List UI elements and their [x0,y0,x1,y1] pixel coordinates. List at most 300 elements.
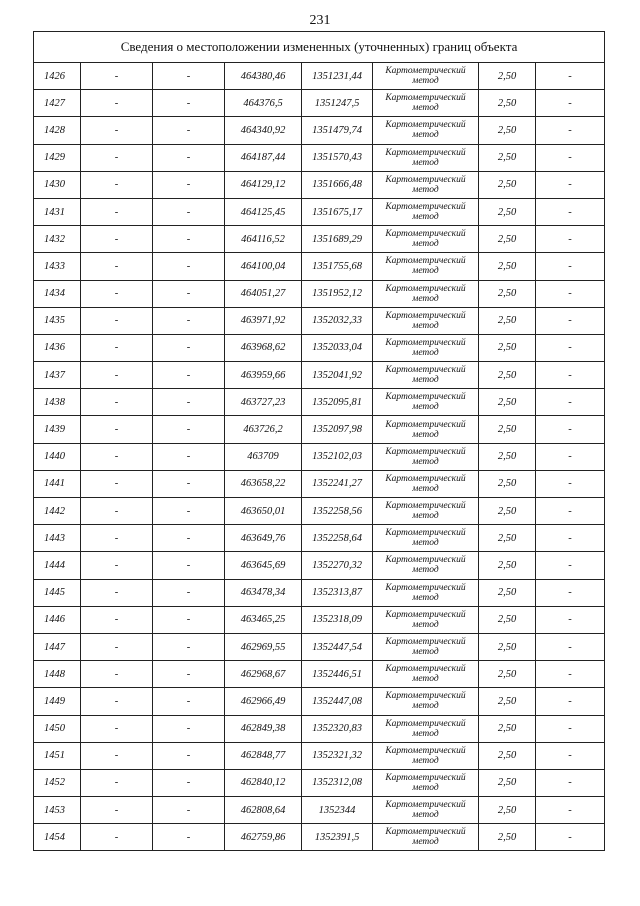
table-row [34,606,605,633]
point-number-cell: 1430 [34,171,81,198]
empty-cell: - [536,443,605,470]
x-coordinate-cell: 462840,12 [225,769,302,796]
empty-cell: - [536,416,605,443]
method-line-2: метод [412,320,439,331]
empty-cell: - [153,552,225,579]
empty-cell: - [536,198,605,225]
empty-cell: - [81,769,153,796]
y-coordinate-cell: 1352344 [302,797,373,824]
x-coordinate-cell: 463465,25 [225,606,302,633]
accuracy-cell: 2,50 [479,307,536,334]
y-coordinate-cell: 1352097,98 [302,416,373,443]
empty-cell: - [81,416,153,443]
method-cell [373,362,479,389]
accuracy-cell: 2,50 [479,552,536,579]
empty-cell: - [81,606,153,633]
empty-cell: - [81,117,153,144]
x-coordinate-cell: 463727,23 [225,389,302,416]
empty-cell: - [81,661,153,688]
method-line-1: Картометрический [385,800,466,811]
accuracy-cell: 2,50 [479,198,536,225]
accuracy-cell: 2,50 [479,171,536,198]
y-coordinate-cell: 1352241,27 [302,470,373,497]
accuracy-cell: 2,50 [479,63,536,90]
table-row [34,253,605,280]
method-line-1: Картометрический [385,337,466,348]
method-line-1: Картометрический [385,66,466,77]
method-cell [373,661,479,688]
method-line-2: метод [412,184,439,195]
empty-cell: - [536,688,605,715]
method-line-2: метод [412,782,439,793]
method-line-2: метод [412,212,439,223]
y-coordinate-cell: 1351570,43 [302,144,373,171]
empty-cell: - [153,525,225,552]
empty-cell: - [81,579,153,606]
empty-cell: - [153,470,225,497]
x-coordinate-cell: 464125,45 [225,198,302,225]
method-line-1: Картометрический [385,120,466,131]
method-cell [373,742,479,769]
y-coordinate-cell: 1352033,04 [302,334,373,361]
point-number-cell: 1446 [34,606,81,633]
method-cell [373,824,479,851]
table-row [34,198,605,225]
method-line-2: метод [412,619,439,630]
y-coordinate-cell: 1351675,17 [302,198,373,225]
table-row [34,742,605,769]
y-coordinate-cell: 1352102,03 [302,443,373,470]
method-cell [373,715,479,742]
method-cell [373,633,479,660]
point-number-cell: 1441 [34,470,81,497]
empty-cell: - [81,171,153,198]
method-line-1: Картометрический [385,691,466,702]
empty-cell: - [153,253,225,280]
empty-cell: - [153,144,225,171]
x-coordinate-cell: 463709 [225,443,302,470]
method-line-2: метод [412,375,439,386]
empty-cell: - [536,144,605,171]
empty-cell: - [81,715,153,742]
y-coordinate-cell: 1352391,5 [302,824,373,851]
point-number-cell: 1438 [34,389,81,416]
empty-cell: - [81,552,153,579]
empty-cell: - [153,824,225,851]
empty-cell: - [536,90,605,117]
empty-cell: - [153,171,225,198]
point-number-cell: 1449 [34,688,81,715]
empty-cell: - [153,797,225,824]
method-line-1: Картометрический [385,229,466,240]
point-number-cell: 1436 [34,334,81,361]
x-coordinate-cell: 462848,77 [225,742,302,769]
y-coordinate-cell: 1351755,68 [302,253,373,280]
point-number-cell: 1427 [34,90,81,117]
empty-cell: - [536,525,605,552]
table-row [34,470,605,497]
empty-cell: - [153,416,225,443]
method-line-2: метод [412,538,439,549]
empty-cell: - [536,633,605,660]
empty-cell: - [153,498,225,525]
accuracy-cell: 2,50 [479,769,536,796]
method-cell [373,280,479,307]
method-cell [373,334,479,361]
y-coordinate-cell: 1352446,51 [302,661,373,688]
x-coordinate-cell: 464376,5 [225,90,302,117]
method-line-2: метод [412,592,439,603]
empty-cell: - [81,470,153,497]
y-coordinate-cell: 1352312,08 [302,769,373,796]
empty-cell: - [153,389,225,416]
method-cell [373,769,479,796]
empty-cell: - [81,334,153,361]
method-cell [373,307,479,334]
empty-cell: - [536,606,605,633]
x-coordinate-cell: 463650,01 [225,498,302,525]
x-coordinate-cell: 462968,67 [225,661,302,688]
empty-cell: - [536,769,605,796]
method-line-1: Картометрический [385,555,466,566]
method-cell [373,117,479,144]
method-line-2: метод [412,483,439,494]
method-line-1: Картометрический [385,310,466,321]
table-row [34,307,605,334]
accuracy-cell: 2,50 [479,470,536,497]
method-cell [373,606,479,633]
method-line-1: Картометрический [385,256,466,267]
point-number-cell: 1445 [34,579,81,606]
empty-cell: - [153,280,225,307]
x-coordinate-cell: 462808,64 [225,797,302,824]
table-title-row [34,32,605,63]
x-coordinate-cell: 464051,27 [225,280,302,307]
x-coordinate-cell: 464116,52 [225,226,302,253]
table-row [34,824,605,851]
table-row [34,334,605,361]
method-line-2: метод [412,103,439,114]
point-number-cell: 1450 [34,715,81,742]
y-coordinate-cell: 1352313,87 [302,579,373,606]
x-coordinate-cell: 463658,22 [225,470,302,497]
method-line-1: Картометрический [385,637,466,648]
empty-cell: - [81,280,153,307]
method-cell [373,389,479,416]
empty-cell: - [153,633,225,660]
accuracy-cell: 2,50 [479,661,536,688]
method-line-1: Картометрический [385,283,466,294]
accuracy-cell: 2,50 [479,90,536,117]
empty-cell: - [153,661,225,688]
table-row [34,90,605,117]
method-line-2: метод [412,511,439,522]
method-line-2: метод [412,293,439,304]
empty-cell: - [536,797,605,824]
y-coordinate-cell: 1352258,64 [302,525,373,552]
method-cell [373,797,479,824]
empty-cell: - [536,579,605,606]
x-coordinate-cell: 463649,76 [225,525,302,552]
method-cell [373,498,479,525]
method-line-1: Картометрический [385,664,466,675]
x-coordinate-cell: 462759,86 [225,824,302,851]
point-number-cell: 1428 [34,117,81,144]
method-line-2: метод [412,674,439,685]
table-row [34,525,605,552]
empty-cell: - [81,688,153,715]
y-coordinate-cell: 1352095,81 [302,389,373,416]
method-cell [373,253,479,280]
empty-cell: - [153,362,225,389]
table-row [34,280,605,307]
point-number-cell: 1451 [34,742,81,769]
accuracy-cell: 2,50 [479,797,536,824]
empty-cell: - [536,307,605,334]
empty-cell: - [153,90,225,117]
x-coordinate-cell: 464100,04 [225,253,302,280]
table-row [34,688,605,715]
point-number-cell: 1437 [34,362,81,389]
accuracy-cell: 2,50 [479,117,536,144]
empty-cell: - [536,552,605,579]
empty-cell: - [81,389,153,416]
point-number-cell: 1429 [34,144,81,171]
empty-cell: - [81,253,153,280]
empty-cell: - [81,198,153,225]
method-line-1: Картометрический [385,827,466,838]
method-cell [373,198,479,225]
y-coordinate-cell: 1351666,48 [302,171,373,198]
method-line-2: метод [412,701,439,712]
method-line-1: Картометрический [385,609,466,620]
empty-cell: - [153,117,225,144]
accuracy-cell: 2,50 [479,334,536,361]
table-row [34,144,605,171]
accuracy-cell: 2,50 [479,389,536,416]
accuracy-cell: 2,50 [479,579,536,606]
accuracy-cell: 2,50 [479,144,536,171]
method-line-1: Картометрический [385,446,466,457]
y-coordinate-cell: 1352321,32 [302,742,373,769]
point-number-cell: 1448 [34,661,81,688]
method-cell [373,144,479,171]
empty-cell: - [81,525,153,552]
empty-cell: - [536,117,605,144]
point-number-cell: 1444 [34,552,81,579]
method-line-1: Картометрический [385,174,466,185]
method-line-2: метод [412,429,439,440]
y-coordinate-cell: 1351231,44 [302,63,373,90]
point-number-cell: 1453 [34,797,81,824]
method-cell [373,470,479,497]
x-coordinate-cell: 464380,46 [225,63,302,90]
table-row [34,797,605,824]
table-row [34,389,605,416]
method-line-2: метод [412,728,439,739]
method-line-1: Картометрический [385,745,466,756]
empty-cell: - [536,389,605,416]
y-coordinate-cell: 1351479,74 [302,117,373,144]
table-row [34,117,605,144]
empty-cell: - [153,307,225,334]
empty-cell: - [536,171,605,198]
point-number-cell: 1431 [34,198,81,225]
method-cell [373,525,479,552]
point-number-cell: 1426 [34,63,81,90]
empty-cell: - [536,63,605,90]
method-line-1: Картометрический [385,772,466,783]
empty-cell: - [153,63,225,90]
empty-cell: - [81,226,153,253]
empty-cell: - [81,824,153,851]
method-line-2: метод [412,347,439,358]
empty-cell: - [153,606,225,633]
method-line-2: метод [412,239,439,250]
x-coordinate-cell: 463726,2 [225,416,302,443]
method-line-1: Картометрический [385,93,466,104]
y-coordinate-cell: 1352270,32 [302,552,373,579]
method-cell [373,90,479,117]
method-line-2: метод [412,130,439,141]
method-line-1: Картометрический [385,582,466,593]
empty-cell: - [536,824,605,851]
y-coordinate-cell: 1351952,12 [302,280,373,307]
accuracy-cell: 2,50 [479,280,536,307]
empty-cell: - [81,443,153,470]
method-line-2: метод [412,755,439,766]
y-coordinate-cell: 1351689,29 [302,226,373,253]
method-line-2: метод [412,402,439,413]
accuracy-cell: 2,50 [479,416,536,443]
accuracy-cell: 2,50 [479,525,536,552]
y-coordinate-cell: 1352447,08 [302,688,373,715]
y-coordinate-cell: 1351247,5 [302,90,373,117]
method-cell [373,552,479,579]
x-coordinate-cell: 463959,66 [225,362,302,389]
accuracy-cell: 2,50 [479,443,536,470]
x-coordinate-cell: 463968,62 [225,334,302,361]
table-row [34,226,605,253]
empty-cell: - [81,144,153,171]
table-row [34,171,605,198]
method-cell [373,579,479,606]
method-line-2: метод [412,266,439,277]
table-title: Сведения о местоположении измененных (уточненных) границ объекта [34,32,605,63]
table-row [34,579,605,606]
method-line-1: Картометрический [385,392,466,403]
accuracy-cell: 2,50 [479,824,536,851]
coordinates-table [33,31,605,851]
x-coordinate-cell: 464129,12 [225,171,302,198]
method-line-1: Картометрический [385,365,466,376]
method-cell [373,416,479,443]
method-line-1: Картометрический [385,147,466,158]
point-number-cell: 1435 [34,307,81,334]
empty-cell: - [81,797,153,824]
empty-cell: - [153,198,225,225]
x-coordinate-cell: 462849,38 [225,715,302,742]
x-coordinate-cell: 463478,34 [225,579,302,606]
accuracy-cell: 2,50 [479,606,536,633]
empty-cell: - [153,769,225,796]
empty-cell: - [536,253,605,280]
accuracy-cell: 2,50 [479,688,536,715]
x-coordinate-cell: 464340,92 [225,117,302,144]
method-line-1: Картометрический [385,528,466,539]
empty-cell: - [153,742,225,769]
empty-cell: - [536,226,605,253]
empty-cell: - [536,334,605,361]
y-coordinate-cell: 1352318,09 [302,606,373,633]
empty-cell: - [81,90,153,117]
empty-cell: - [536,362,605,389]
table-row [34,498,605,525]
x-coordinate-cell: 462969,55 [225,633,302,660]
point-number-cell: 1432 [34,226,81,253]
method-line-2: метод [412,76,439,87]
table-row [34,769,605,796]
x-coordinate-cell: 462966,49 [225,688,302,715]
empty-cell: - [81,63,153,90]
empty-cell: - [81,362,153,389]
empty-cell: - [153,715,225,742]
method-line-2: метод [412,157,439,168]
accuracy-cell: 2,50 [479,633,536,660]
x-coordinate-cell: 464187,44 [225,144,302,171]
point-number-cell: 1433 [34,253,81,280]
page-number: 231 [309,13,331,28]
empty-cell: - [153,334,225,361]
table-row [34,661,605,688]
y-coordinate-cell: 1352032,33 [302,307,373,334]
accuracy-cell: 2,50 [479,715,536,742]
point-number-cell: 1452 [34,769,81,796]
accuracy-cell: 2,50 [479,253,536,280]
empty-cell: - [536,715,605,742]
point-number-cell: 1440 [34,443,81,470]
empty-cell: - [81,742,153,769]
method-cell [373,443,479,470]
y-coordinate-cell: 1352320,83 [302,715,373,742]
empty-cell: - [536,498,605,525]
point-number-cell: 1434 [34,280,81,307]
empty-cell: - [81,498,153,525]
empty-cell: - [536,742,605,769]
method-cell [373,171,479,198]
empty-cell: - [536,661,605,688]
table-row [34,633,605,660]
method-cell [373,63,479,90]
table-row [34,416,605,443]
point-number-cell: 1447 [34,633,81,660]
empty-cell: - [536,280,605,307]
table-row [34,63,605,90]
y-coordinate-cell: 1352447,54 [302,633,373,660]
table-row [34,552,605,579]
method-line-2: метод [412,810,439,821]
x-coordinate-cell: 463971,92 [225,307,302,334]
point-number-cell: 1443 [34,525,81,552]
method-line-1: Картометрический [385,718,466,729]
x-coordinate-cell: 463645,69 [225,552,302,579]
empty-cell: - [536,470,605,497]
empty-cell: - [81,307,153,334]
method-line-1: Картометрический [385,473,466,484]
empty-cell: - [81,633,153,660]
table-row [34,362,605,389]
accuracy-cell: 2,50 [479,742,536,769]
